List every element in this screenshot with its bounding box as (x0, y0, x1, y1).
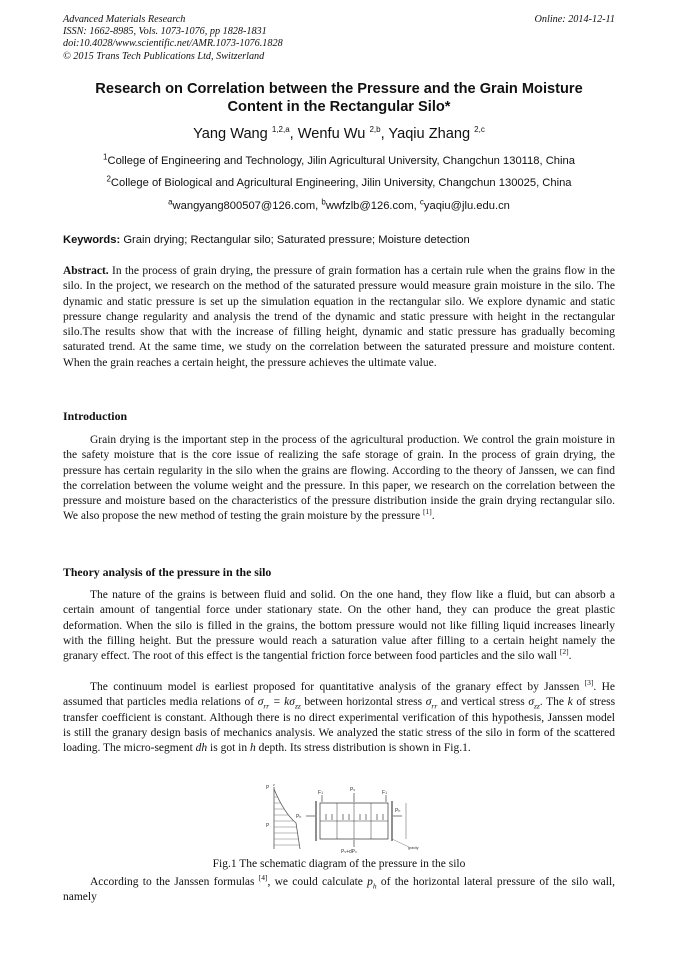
email-sup: a (168, 197, 173, 207)
sigma-rr: $\sigma_{rr}$ (425, 696, 438, 711)
email-link[interactable]: wangyang800507@126.com (172, 200, 316, 212)
curve-hatching (274, 797, 300, 845)
down-arrows (326, 814, 383, 820)
journal-header (63, 14, 615, 63)
author-name: Wenfu Wu (297, 126, 366, 142)
p2-text: between horizontal stress (304, 696, 423, 709)
p2-text: The continuum model is earliest proposed for quantitative analysis of the granary effect by Janssen (90, 681, 580, 693)
author-name: Yang Wang (193, 126, 268, 142)
issn-line: ISSN: 1662-8985, Vols. 1073-1076, pp 1828-1831 (63, 26, 267, 38)
closing-paragraph (63, 875, 615, 906)
title-line-1: Research on Correlation between the Pressure and the Grain Moisture (95, 81, 583, 97)
citation-ref[interactable]: [2] (559, 647, 569, 657)
email-sup: b (321, 197, 326, 207)
journal-name: Advanced Materials Research (63, 14, 186, 25)
symbol-ph: $p_h$ (367, 876, 377, 891)
p2-text: and vertical stress (440, 696, 525, 709)
p2-text: of stress transfer coefficient is constant. Although there is no direct experimental verification of this hypothesis, Janssen model is still the granary design basis of mechanics analysis. We analyzed the static stress of the silo in form of the scattered loading. The micro-segment (63, 696, 616, 755)
email-link[interactable]: yaqiu@jlu.edu.cn (423, 200, 510, 212)
label-f-left: F1 (318, 790, 324, 796)
author-list: Yang Wang $^{1,2,a}$, Wenfu Wu $^{2,b}$, Yaqiu Zhang $^{2,c}$ (193, 125, 485, 142)
abstract-text: In the process of grain drying, the pressure of grain formation has a certain rule when the grains flow in the silo. In the project, we research on the method of the saturated pressure would measure grain moisture in the silo. The dynamic and static pressure is set up the simulation equation in the rectangular silo. We explore dynamic and static pressure change regularity and analysis the trend of the dynamic and static pressure with height in the rectangular silo.The results show that with the increase of filling height, dynamic and static pressure has gradually becoming saturated trend. At the same time, we study on the correlation between the saturated pressure and moisture content. When the grain reaches a certain height, the pressure achieves the ultimate value. (63, 265, 615, 369)
symbol-dh: dh (195, 742, 208, 755)
affiliation-text: College of Biological and Agricultural Engineering, Jilin University, Changchun 130025, China (110, 177, 572, 189)
label-ph-left: Ph (296, 814, 302, 820)
label-z: z (273, 783, 275, 787)
theory-p1-text: The nature of the grains is between fluid and solid. On the one hand, they flow like a fluid, but can absorb a certain amount of tangential force under stationary state. On the other hand, they can produce the great plastic deformation. When the silo is filled in the grains, the bottom pressure would not like filling liquid increases linearly with the filling height. But the pressure would reach a saturation value after filling to a certain height namely the granary effect. The root of this effect is the tangential friction force between food particles and the silo wall (63, 589, 615, 663)
p2-text: . He assumed that particles media relations of (63, 681, 616, 709)
silo-pressure-diagram (244, 783, 436, 855)
affiliation-sup: 1 (103, 152, 108, 162)
gravity-leader (392, 839, 409, 847)
p2-text: . The (539, 696, 564, 709)
abstract-label: Abstract. (63, 265, 109, 277)
intro-end: . (431, 510, 435, 523)
email-sup: c (419, 197, 424, 207)
copyright-line: © 2015 Trans Tech Publications Ltd, Switzerland (63, 50, 265, 62)
introduction-paragraph (63, 433, 615, 525)
paper-title (50, 80, 628, 116)
section-heading-theory: Theory analysis of the pressure in the silo (63, 565, 272, 579)
label-pv-dpv: Pv+dPv (341, 849, 357, 855)
author-name: Yaqiu Zhang (388, 126, 471, 142)
symbol-h: h (249, 742, 256, 755)
figure-caption: Fig.1 The schematic diagram of the pressure in the silo (212, 858, 466, 870)
equation: $\sigma_{rr} = k\sigma_{zz}$ (257, 696, 301, 711)
abstract (63, 264, 615, 371)
closing-text: of the horizontal lateral pressure of the silo wall, namely (63, 876, 616, 904)
theory-paragraph-1 (63, 588, 615, 664)
citation-ref[interactable]: [3] (584, 678, 594, 688)
symbol-k: k (567, 696, 573, 709)
curve-label-bottom: P (266, 823, 270, 829)
theory-paragraph-2 (63, 680, 615, 756)
label-f-right: F1 (382, 790, 388, 796)
citation-ref[interactable]: [4] (258, 873, 268, 883)
curve-label-top: P (266, 785, 270, 791)
closing-text: , we could calculate (267, 876, 363, 888)
sigma-zz: $\sigma_{zz}$ (528, 696, 540, 711)
citation-ref[interactable]: [1] (422, 507, 432, 517)
email-link[interactable]: wwfzlb@126.com (325, 200, 414, 212)
affiliation-text: College of Engineering and Technology, Jilin Agricultural University, Changchun 130118, China (107, 155, 575, 167)
doi-line: doi:10.4028/www.scientific.net/AMR.1073-1076.1828 (63, 38, 283, 50)
affiliation-sup: 2 (106, 174, 111, 184)
section-heading-introduction: Introduction (63, 409, 128, 423)
keywords-label: Keywords: (63, 234, 121, 246)
keywords-text: Grain drying; Rectangular silo; Saturated pressure; Moisture detection (123, 234, 470, 246)
closing-text: According to the Janssen formulas (90, 876, 255, 888)
p2-text: depth. Its stress distribution is shown in Fig.1. (258, 742, 471, 755)
label-ph-right: Ph (395, 808, 401, 814)
p2-text: is got in (210, 742, 248, 755)
intro-text: Grain drying is the important step in the process of the agricultural production. We control the grain moisture in the safety moisture that is the core issue of realizing the safe storage of grain. In the process of grain drying, the pressure has certain regularity in the silo when the grains are flowing. According to the theory of Janssen, we can find the correlation between the volume weight and the pressure. In this paper, we research on the correlation between the pressure and moisture based on the characteristics of the pressure distribution inside the grain drying rectangular silo. We also propose the new method of testing the grain moisture by the pressure (63, 434, 615, 523)
online-date: Online: 2014-12-11 (534, 14, 615, 25)
label-pv: Pv (350, 787, 356, 793)
keywords (63, 234, 615, 246)
affiliation-2 (0, 174, 678, 189)
author-sup: 2,c (474, 125, 485, 135)
affiliation-1 (0, 152, 678, 167)
theory-p1-end: . (568, 650, 572, 663)
title-line-2: Content in the Rectangular Silo* (227, 99, 451, 115)
label-gravity: gravity (408, 846, 419, 850)
author-sup: 2,b (369, 125, 381, 135)
author-sup: 1,2,a (271, 125, 290, 135)
author-emails: $^a$wangyang800507@126.com, $^b$wwfzlb@126.com, $^c$yaqiu@jlu.edu.cn (168, 197, 510, 212)
